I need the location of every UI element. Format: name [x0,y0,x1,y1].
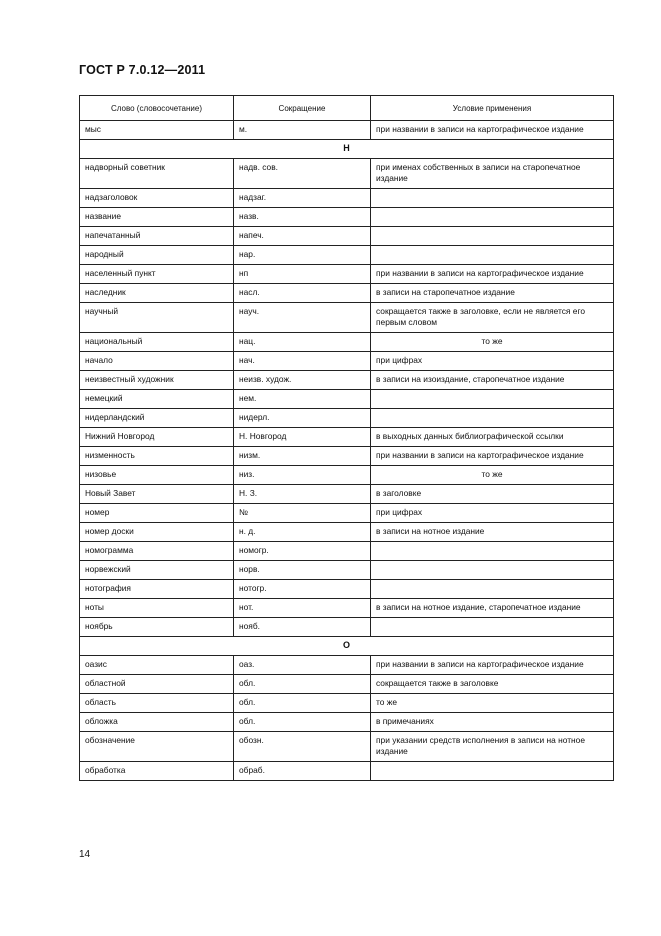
cell-word: название [80,208,234,227]
cell-word: научный [80,303,234,333]
cell-abbreviation: № [234,504,371,523]
cell-abbreviation: надв. сов. [234,159,371,189]
cell-abbreviation: нот. [234,599,371,618]
letter-section-heading: Н [80,140,614,159]
cell-condition [371,409,614,428]
cell-condition [371,580,614,599]
cell-word: населенный пункт [80,265,234,284]
cell-word: номер [80,504,234,523]
table-row [80,732,614,762]
page-title: ГОСТ Р 7.0.12—2011 [79,63,206,77]
cell-abbreviation: Н. Новгород [234,428,371,447]
cell-abbreviation: обозн. [234,732,371,762]
cell-word: обозначение [80,732,234,762]
cell-word: номер доски [80,523,234,542]
cell-abbreviation: н. д. [234,523,371,542]
cell-condition [371,561,614,580]
cell-condition: то же [371,466,614,485]
cell-condition [371,246,614,265]
cell-word: напечатанный [80,227,234,246]
cell-condition [371,542,614,561]
table-row [80,504,614,523]
cell-abbreviation: обл. [234,713,371,732]
cell-condition [371,762,614,781]
cell-condition: то же [371,694,614,713]
cell-condition: в примечаниях [371,713,614,732]
cell-abbreviation: нидерл. [234,409,371,428]
cell-condition: при указании средств исполнения в записи на нотное издание [371,732,614,762]
cell-word: нотография [80,580,234,599]
cell-word: немецкий [80,390,234,409]
table-row [80,352,614,371]
cell-abbreviation: низ. [234,466,371,485]
cell-word: низовье [80,466,234,485]
cell-condition: при цифрах [371,504,614,523]
cell-word: Новый Завет [80,485,234,504]
table-row [80,189,614,208]
cell-abbreviation: низм. [234,447,371,466]
cell-condition: при названии в записи на картографическое издание [371,121,614,140]
letter-section-heading: О [80,637,614,656]
cell-abbreviation: напеч. [234,227,371,246]
cell-abbreviation: оаз. [234,656,371,675]
cell-condition: в записи на нотное издание [371,523,614,542]
cell-abbreviation: номогр. [234,542,371,561]
cell-abbreviation: нояб. [234,618,371,637]
cell-condition: при цифрах [371,352,614,371]
cell-word: надзаголовок [80,189,234,208]
cell-abbreviation: нар. [234,246,371,265]
cell-abbreviation: неизв. худож. [234,371,371,390]
cell-word: оазис [80,656,234,675]
table-row [80,580,614,599]
cell-abbreviation: обл. [234,675,371,694]
table-row [80,713,614,732]
cell-word: наследник [80,284,234,303]
table-row [80,428,614,447]
cell-word: ноябрь [80,618,234,637]
table-row [80,485,614,504]
cell-condition: в записи на изоиздание, старопечатное издание [371,371,614,390]
cell-abbreviation: нач. [234,352,371,371]
cell-word: надворный советник [80,159,234,189]
table-row [80,561,614,580]
cell-word: мыс [80,121,234,140]
cell-condition [371,189,614,208]
cell-word: номограмма [80,542,234,561]
cell-abbreviation: Н. З. [234,485,371,504]
table-row [80,694,614,713]
cell-condition [371,390,614,409]
table-row [80,303,614,333]
cell-abbreviation: назв. [234,208,371,227]
cell-abbreviation: нац. [234,333,371,352]
cell-condition: при названии в записи на картографическое издание [371,265,614,284]
letter-section-row [80,637,614,656]
table-row [80,390,614,409]
cell-abbreviation: надзаг. [234,189,371,208]
cell-condition [371,208,614,227]
table-row [80,618,614,637]
cell-abbreviation: нп [234,265,371,284]
cell-abbreviation: норв. [234,561,371,580]
cell-abbreviation: насл. [234,284,371,303]
cell-word: низменность [80,447,234,466]
table-row [80,675,614,694]
table-row [80,599,614,618]
cell-condition [371,227,614,246]
table-row [80,371,614,390]
cell-word: норвежский [80,561,234,580]
cell-condition: сокращается также в заголовке, если не является его первым словом [371,303,614,333]
cell-word: ноты [80,599,234,618]
table-row [80,523,614,542]
table-row [80,159,614,189]
cell-condition: при названии в записи на картографическое издание [371,656,614,675]
cell-word: Нижний Новгород [80,428,234,447]
cell-condition: сокращается также в заголовке [371,675,614,694]
cell-word: начало [80,352,234,371]
table-row [80,542,614,561]
column-header-word: Слово (словосочетание) [80,96,234,121]
cell-word: народный [80,246,234,265]
cell-condition: при названии в записи на картографическое издание [371,447,614,466]
cell-word: национальный [80,333,234,352]
cell-abbreviation: м. [234,121,371,140]
table-row [80,265,614,284]
cell-abbreviation: нотогр. [234,580,371,599]
cell-condition: в заголовке [371,485,614,504]
column-header-condition: Условие применения [371,96,614,121]
letter-section-row [80,140,614,159]
cell-abbreviation: нем. [234,390,371,409]
table-row [80,656,614,675]
cell-condition: то же [371,333,614,352]
table-header-row [80,96,614,121]
table-row [80,466,614,485]
abbreviations-table [79,95,614,781]
cell-abbreviation: науч. [234,303,371,333]
cell-abbreviation: обраб. [234,762,371,781]
cell-condition: при именах собственных в записи на старопечатное издание [371,159,614,189]
table-row [80,333,614,352]
page-number: 14 [79,849,91,860]
cell-abbreviation: обл. [234,694,371,713]
cell-word: нидерландский [80,409,234,428]
cell-word: обработка [80,762,234,781]
cell-condition: в записи на старопечатное издание [371,284,614,303]
table-body [80,121,614,781]
cell-condition: в записи на нотное издание, старопечатное издание [371,599,614,618]
table-row [80,246,614,265]
cell-word: неизвестный художник [80,371,234,390]
table-row [80,227,614,246]
table-row [80,121,614,140]
cell-condition: в выходных данных библиографической ссылки [371,428,614,447]
cell-word: областной [80,675,234,694]
table-row [80,762,614,781]
cell-condition [371,618,614,637]
cell-word: обложка [80,713,234,732]
table-row [80,409,614,428]
table-row [80,284,614,303]
cell-word: область [80,694,234,713]
column-header-abbreviation: Сокращение [234,96,371,121]
table-row [80,447,614,466]
table-row [80,208,614,227]
